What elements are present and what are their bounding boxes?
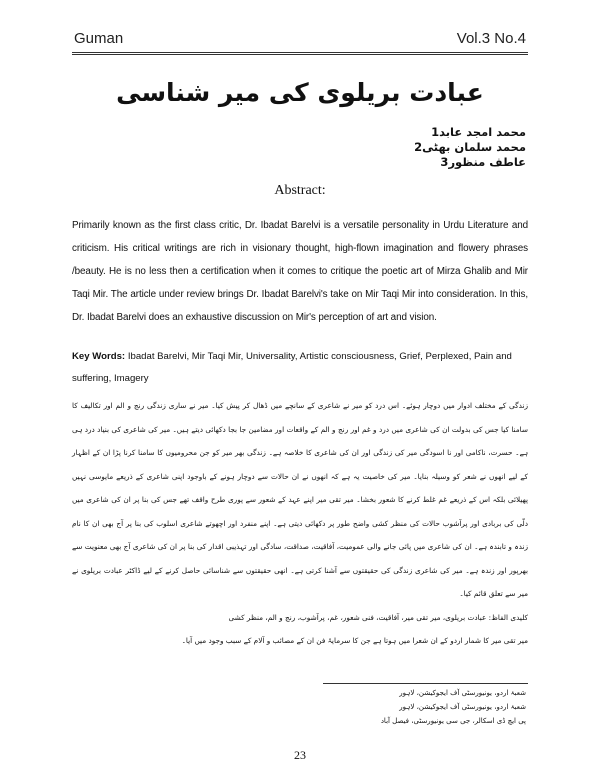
urdu-keywords: کلیدی الفاظ: عبادت بریلوی، میر تقی میر، آفاقیت، فنی شعور، غم، پرآشوب، رنج و الم، منظر کشی xyxy=(228,612,528,622)
urdu-body xyxy=(72,394,528,653)
abstract-heading: Abstract: xyxy=(274,183,326,198)
keywords-label: Key Words: xyxy=(72,351,126,362)
footnote-rule xyxy=(323,683,528,684)
abstract-text: Primarily known as the first class critic, Dr. Ibadat Barelvi is a versatile personality in Urdu Literature and criticism. His critical writings are rich in visionary thought, high-flown imagination and flowery phrases /beauty. He is no less then a certification when it comes to critique the poetic art of Mirza Ghalib and Mir Taqi Mir. The article under review brings Dr. Ibadat Barelvi's take on Mir Taqi Mir into consideration. In this, Dr. Ibadat Barelvi does an exhaustive discussion on Mir's perception of art and vision. xyxy=(72,220,528,323)
keywords-section xyxy=(72,346,528,390)
header-rule xyxy=(72,52,528,55)
journal-name: Guman xyxy=(74,30,124,47)
article-title: عبادت بریلوی کی میر شناسی xyxy=(116,78,484,107)
footnotes xyxy=(381,686,526,728)
footnote-3: پی ایچ ڈی اسکالر، جی سی یونیورسٹی، فیصل آباد xyxy=(380,717,526,725)
footnote-1: شعبۂ اردو، یونیورسٹی آف ایجوکیشن، لاہور xyxy=(399,689,526,697)
author-list xyxy=(414,125,526,170)
author-1: محمد امجد عابد1 xyxy=(431,125,526,139)
urdu-paragraph: زندگی کے مختلف ادوار میں دوچار ہوئے۔ اس درد کو میر نے شاعری کے سانچے میں ڈھال کر پیش کیا۔ میر نے ساری زندگی رنج و الم اور تکالیف کا سامنا کیا جس کی بدولت ان کی شاعری میں درد و غم اور رنج و الم کے واقعات اور مضامین جا بجا دکھائی دیتے ہیں۔ میر کی شاعری کی بنیاد درد ہی ہے۔ حسرت، ناکامی اور نا اسودگی میر کی زندگی اور ان کی شاعری کا خلاصہ ہے۔ زندگی بھر میر کو جن محرومیوں کا سامنا کرنا پڑا ان کے اظہار کے لیے انھوں نے شعر کو وسیلہ بنایا۔ میر کی خاصیت یہ ہے کہ انھوں نے ان حالات سے دوچار ہونے کے باوجود اپنی شاعری کے ذریعے مایوسی نہیں پھیلائی بلکہ اس کے ذریعے غم غلط کرنے کا شعور بخشا۔ میر تقی میر اپنے عہد کے شعور سے پوری طرح واقف تھے جس کی بنا پر ان کی شاعری میں دلّی کی بربادی اور پرآشوب حالات کی منظر کشی واضح طور پر دکھائی دیتی ہے۔ اپنے منفرد اور اچھوتے شاعری اسلوب کی بنا پر آج بھی ان کا نام زندہ و تابندہ ہے۔ ان کی شاعری میں پائی جانے والی عمومیت، آفاقیت، صداقت، سادگی اور تہذیبی اقدار کی بنا پر ان کی شاعری آج بھی معنویت سے بھرپور اور زندہ ہے۔ میر کی شاعری زندگی کی حقیقتوں سے آشنا کرتی ہے۔ انھی حقیقتوں سے شناسائی حاصل کرنے کے لیے ڈاکٹر عبادت بریلوی نے میر سے تعلق قائم کیا۔ xyxy=(72,401,528,598)
footnote-2: شعبۂ اردو، یونیورسٹی آف ایجوکیشن، لاہور xyxy=(399,703,526,711)
urdu-intro-line: میر تقی میر کا شمار اردو کے ان شعرا میں ہوتا ہے جن کا سرمایۂ فن ان کے مصائب و آلام کے سبب وجود میں آیا۔ xyxy=(181,636,528,645)
volume-number: Vol.3 No.4 xyxy=(456,30,526,47)
author-3: عاطف منظور3 xyxy=(440,155,526,169)
page-number: 23 xyxy=(294,748,306,762)
keywords-text: Ibadat Barelvi, Mir Taqi Mir, Universality, Artistic consciousness, Grief, Perplexed, Pain and suffering, Imagery xyxy=(72,351,512,384)
author-2: محمد سلمان بھٹی2 xyxy=(414,140,526,154)
